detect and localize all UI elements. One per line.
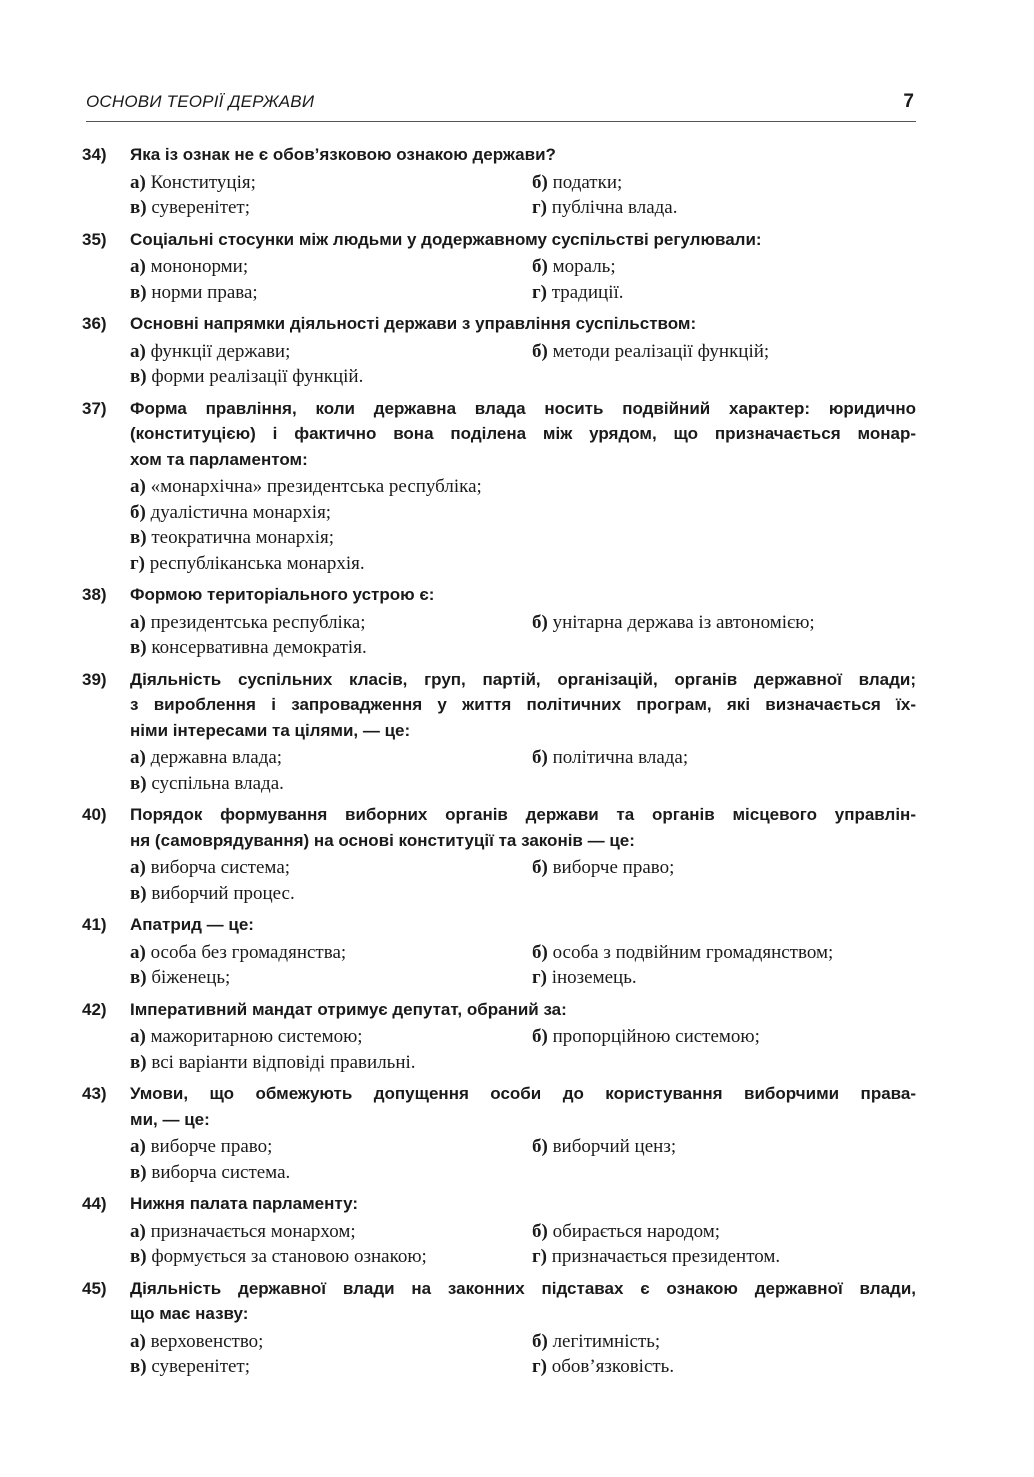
answer-option <box>532 940 916 966</box>
answer-option <box>130 1050 532 1076</box>
answer-option <box>130 1024 532 1050</box>
answer-option <box>532 610 916 636</box>
question-text-line: Яка із ознак не є обов’язковою ознакою держави? <box>130 145 556 164</box>
answer-text: іноземець. <box>551 967 637 988</box>
question-header <box>82 1081 918 1132</box>
answer-text: виборча система. <box>151 1161 291 1183</box>
answer-letter: в) <box>130 1246 147 1267</box>
answer-options <box>130 1219 918 1270</box>
answer-letter: а) <box>130 1220 146 1242</box>
answer-option <box>130 525 916 551</box>
answer-letter: б) <box>532 171 548 193</box>
question-text <box>130 997 916 1023</box>
answer-letter: в) <box>130 967 147 988</box>
answer-letter: г) <box>130 552 145 574</box>
answer-letter: в) <box>130 366 147 387</box>
answer-options <box>130 254 918 305</box>
answer-options <box>130 940 918 991</box>
answer-letter: б) <box>532 1220 548 1242</box>
answer-text: мораль; <box>552 256 616 277</box>
question-text <box>130 142 916 168</box>
answer-option <box>532 170 916 196</box>
question-item <box>82 667 918 797</box>
question-text <box>130 582 916 608</box>
answer-option <box>532 195 916 221</box>
answer-text: теократична монархія; <box>151 527 335 548</box>
answer-letter: в) <box>130 882 147 904</box>
answer-option <box>532 965 916 991</box>
answer-letter: а) <box>130 1136 146 1157</box>
answer-text: пропорційною системою; <box>552 1026 760 1047</box>
answer-letter: г) <box>532 1246 547 1267</box>
answer-text: суспільна влада. <box>151 772 284 794</box>
question-text-line: Нижня палата парламенту: <box>130 1194 359 1213</box>
answer-text: призначається президентом. <box>551 1246 781 1267</box>
answer-text: суверенітет; <box>151 197 251 218</box>
answer-letter: в) <box>130 1161 147 1183</box>
answer-text: мажоритарною системою; <box>150 1026 363 1047</box>
question-item <box>82 1191 918 1270</box>
answer-letter: а) <box>130 747 146 768</box>
answer-option <box>130 881 532 907</box>
answer-letter: б) <box>130 501 146 523</box>
question-list <box>82 142 918 1386</box>
question-text <box>130 667 916 744</box>
answer-option <box>130 1134 532 1160</box>
answer-option <box>130 1354 532 1380</box>
answer-text: унітарна держава із автономією; <box>552 611 815 633</box>
answer-option <box>130 1244 532 1270</box>
answer-text: методи реалізації функцій; <box>552 340 770 362</box>
answer-text: верховенство; <box>150 1330 264 1352</box>
answer-option <box>532 855 916 881</box>
question-number: 34) <box>82 145 107 164</box>
answer-text: виборчий ценз; <box>552 1136 677 1157</box>
question-item <box>82 997 918 1076</box>
answer-option <box>532 1244 916 1270</box>
answer-option <box>532 339 916 365</box>
question-number: 37) <box>82 398 107 418</box>
question-number: 39) <box>82 669 107 689</box>
question-text-line: що має назву: <box>130 1304 249 1323</box>
answer-options <box>130 855 918 906</box>
answer-text: функції держави; <box>150 340 291 362</box>
answer-letter: а) <box>130 941 146 963</box>
question-item <box>82 582 918 661</box>
answer-option <box>130 474 916 500</box>
answer-text: виборча система; <box>150 857 291 878</box>
question-header <box>82 227 918 253</box>
question-number: 35) <box>82 229 107 249</box>
question-number: 36) <box>82 314 107 333</box>
question-text-line: Формою територіального устрою є: <box>130 585 435 604</box>
answer-text: президентська республіка; <box>150 611 366 633</box>
answer-text: республіканська монархія. <box>149 552 365 574</box>
question-text-line: Діяльність державної влади на законних підставах є ознакою державної влади, <box>130 1278 916 1298</box>
question-text-line: Умови, що обмежують допущення особи до користування виборчими права- <box>130 1084 916 1103</box>
answer-text: особа без громадянства; <box>150 941 347 963</box>
page-header <box>86 88 916 122</box>
question-text <box>130 912 916 938</box>
answer-options <box>130 610 918 661</box>
answer-option <box>130 500 916 526</box>
question-header <box>82 396 918 473</box>
answer-text: виборче право; <box>150 1136 273 1157</box>
answer-letter: в) <box>130 1051 147 1073</box>
running-title: ОСНОВИ ТЕОРІЇ ДЕРЖАВИ <box>86 92 315 111</box>
answer-text: публічна влада. <box>551 197 678 218</box>
question-header <box>82 997 918 1023</box>
answer-option <box>130 965 532 991</box>
answer-option <box>130 339 532 365</box>
answer-text: легітимність; <box>552 1330 661 1352</box>
question-item <box>82 1081 918 1185</box>
answer-options <box>130 745 918 796</box>
answer-option <box>532 254 916 280</box>
question-item <box>82 227 918 306</box>
answer-letter: б) <box>532 256 548 277</box>
question-number: 38) <box>82 585 107 604</box>
question-text-line: німи інтересами та цілями, — це: <box>130 720 411 740</box>
answer-option <box>130 1160 532 1186</box>
answer-text: суверенітет; <box>151 1356 251 1377</box>
question-item <box>82 1276 918 1380</box>
answer-text: призначається монархом; <box>150 1220 356 1242</box>
answer-text: форми реалізації функцій. <box>151 366 364 387</box>
question-text-line: з вироблення і запровадження у життя політичних програм, які визначається їх- <box>130 695 916 714</box>
answer-text: норми права; <box>151 281 258 303</box>
answer-option <box>130 170 532 196</box>
question-text <box>130 311 916 337</box>
answer-letter: г) <box>532 1356 547 1377</box>
answer-text: податки; <box>552 171 623 193</box>
question-header <box>82 142 918 168</box>
answer-letter: г) <box>532 281 547 303</box>
answer-text: виборче право; <box>552 857 675 878</box>
answer-letter: а) <box>130 256 146 277</box>
answer-letter: в) <box>130 197 147 218</box>
answer-letter: г) <box>532 197 547 218</box>
question-text-line: ня (самоврядування) на основі конституції та законів — це: <box>130 830 635 850</box>
answer-option <box>130 855 532 881</box>
question-item <box>82 311 918 390</box>
answer-options <box>130 1329 918 1380</box>
answer-option <box>130 195 532 221</box>
question-header <box>82 802 918 853</box>
answer-letter: б) <box>532 1136 548 1157</box>
question-number: 41) <box>82 915 107 934</box>
answer-letter: б) <box>532 857 548 878</box>
question-text <box>130 1081 916 1132</box>
answer-letter: б) <box>532 1330 548 1352</box>
answer-option <box>130 635 532 661</box>
answer-letter: в) <box>130 1356 147 1377</box>
answer-text: обирається народом; <box>552 1220 721 1242</box>
answer-option <box>532 1024 916 1050</box>
answer-letter: а) <box>130 340 146 362</box>
question-text-line: Імперативний мандат отримує депутат, обраний за: <box>130 999 567 1019</box>
answer-letter: в) <box>130 527 147 548</box>
question-text-line: Основні напрямки діяльності держави з управління суспільством: <box>130 314 697 333</box>
answer-options <box>130 339 918 390</box>
question-number: 45) <box>82 1278 107 1298</box>
answer-option <box>532 1354 916 1380</box>
answer-letter: а) <box>130 611 146 633</box>
answer-option <box>130 940 532 966</box>
question-text-line: Порядок формування виборних органів держави та органів місцевого управлін- <box>130 805 916 824</box>
question-number: 42) <box>82 999 107 1019</box>
question-text <box>130 1276 916 1327</box>
answer-letter: б) <box>532 1026 548 1047</box>
question-number: 44) <box>82 1194 107 1213</box>
answer-letter: а) <box>130 476 146 497</box>
answer-letter: б) <box>532 941 548 963</box>
answer-text: дуалістична монархія; <box>150 501 332 523</box>
question-number: 40) <box>82 805 107 824</box>
answer-letter: а) <box>130 1026 146 1047</box>
answer-options <box>130 1024 918 1075</box>
answer-text: Конституція; <box>150 171 256 193</box>
question-header <box>82 582 918 608</box>
answer-text: традиції. <box>551 281 624 303</box>
answer-option <box>130 610 532 636</box>
answer-option <box>130 745 532 771</box>
answer-option <box>532 280 916 306</box>
answer-text: обов’язковість. <box>551 1356 675 1377</box>
answer-text: мононорми; <box>150 256 249 277</box>
answer-text: «монархічна» президентська республіка; <box>150 476 482 497</box>
answer-letter: а) <box>130 1330 146 1352</box>
answer-letter: а) <box>130 171 146 193</box>
question-text-line: Форма правління, коли державна влада носить подвійний характер: юридично <box>130 398 916 418</box>
page-number: 7 <box>903 91 914 112</box>
question-text-line: Соціальні стосунки між людьми у додержавному суспільстві регулювали: <box>130 229 762 249</box>
answer-options <box>130 474 918 576</box>
answer-option <box>130 551 916 577</box>
question-item <box>82 142 918 221</box>
answer-text: особа з подвійним громадянством; <box>552 941 834 963</box>
question-text <box>130 802 916 853</box>
answer-option <box>130 254 532 280</box>
answer-options <box>130 170 918 221</box>
question-header <box>82 912 918 938</box>
question-item <box>82 802 918 906</box>
answer-text: державна влада; <box>150 747 283 768</box>
question-text <box>130 396 916 473</box>
answer-letter: в) <box>130 637 147 658</box>
answer-option <box>130 771 532 797</box>
question-text-line: ми, — це: <box>130 1109 210 1129</box>
question-item <box>82 912 918 991</box>
answer-letter: в) <box>130 281 147 303</box>
answer-option <box>532 1134 916 1160</box>
answer-text: біженець; <box>151 967 231 988</box>
answer-letter: б) <box>532 340 548 362</box>
question-header <box>82 311 918 337</box>
answer-option <box>130 364 532 390</box>
answer-text: консервативна демократія. <box>151 637 367 658</box>
answer-text: всі варіанти відповіді правильні. <box>151 1051 416 1073</box>
answer-letter: а) <box>130 857 146 878</box>
answer-text: формується за становою ознакою; <box>151 1246 427 1267</box>
answer-text: політична влада; <box>552 747 689 768</box>
answer-letter: в) <box>130 772 147 794</box>
question-header <box>82 667 918 744</box>
question-text <box>130 1191 916 1217</box>
question-header <box>82 1191 918 1217</box>
question-text-line: (конституцією) і фактично вона поділена між урядом, що призначається монар- <box>130 424 916 443</box>
answer-option <box>532 1329 916 1355</box>
answer-option <box>130 1329 532 1355</box>
question-text-line: Апатрид — це: <box>130 915 254 934</box>
answer-option <box>532 1219 916 1245</box>
answer-options <box>130 1134 918 1185</box>
question-number: 43) <box>82 1084 107 1103</box>
answer-letter: б) <box>532 747 548 768</box>
question-text-line: хом та парламентом: <box>130 449 308 469</box>
question-text <box>130 227 916 253</box>
question-text-line: Діяльність суспільних класів, груп, партій, організацій, органів державної влади; <box>130 669 916 689</box>
answer-option <box>532 745 916 771</box>
question-item <box>82 396 918 577</box>
answer-text: виборчий процес. <box>151 882 295 904</box>
question-header <box>82 1276 918 1327</box>
answer-option <box>130 1219 532 1245</box>
answer-letter: б) <box>532 611 548 633</box>
answer-option <box>130 280 532 306</box>
answer-letter: г) <box>532 967 547 988</box>
